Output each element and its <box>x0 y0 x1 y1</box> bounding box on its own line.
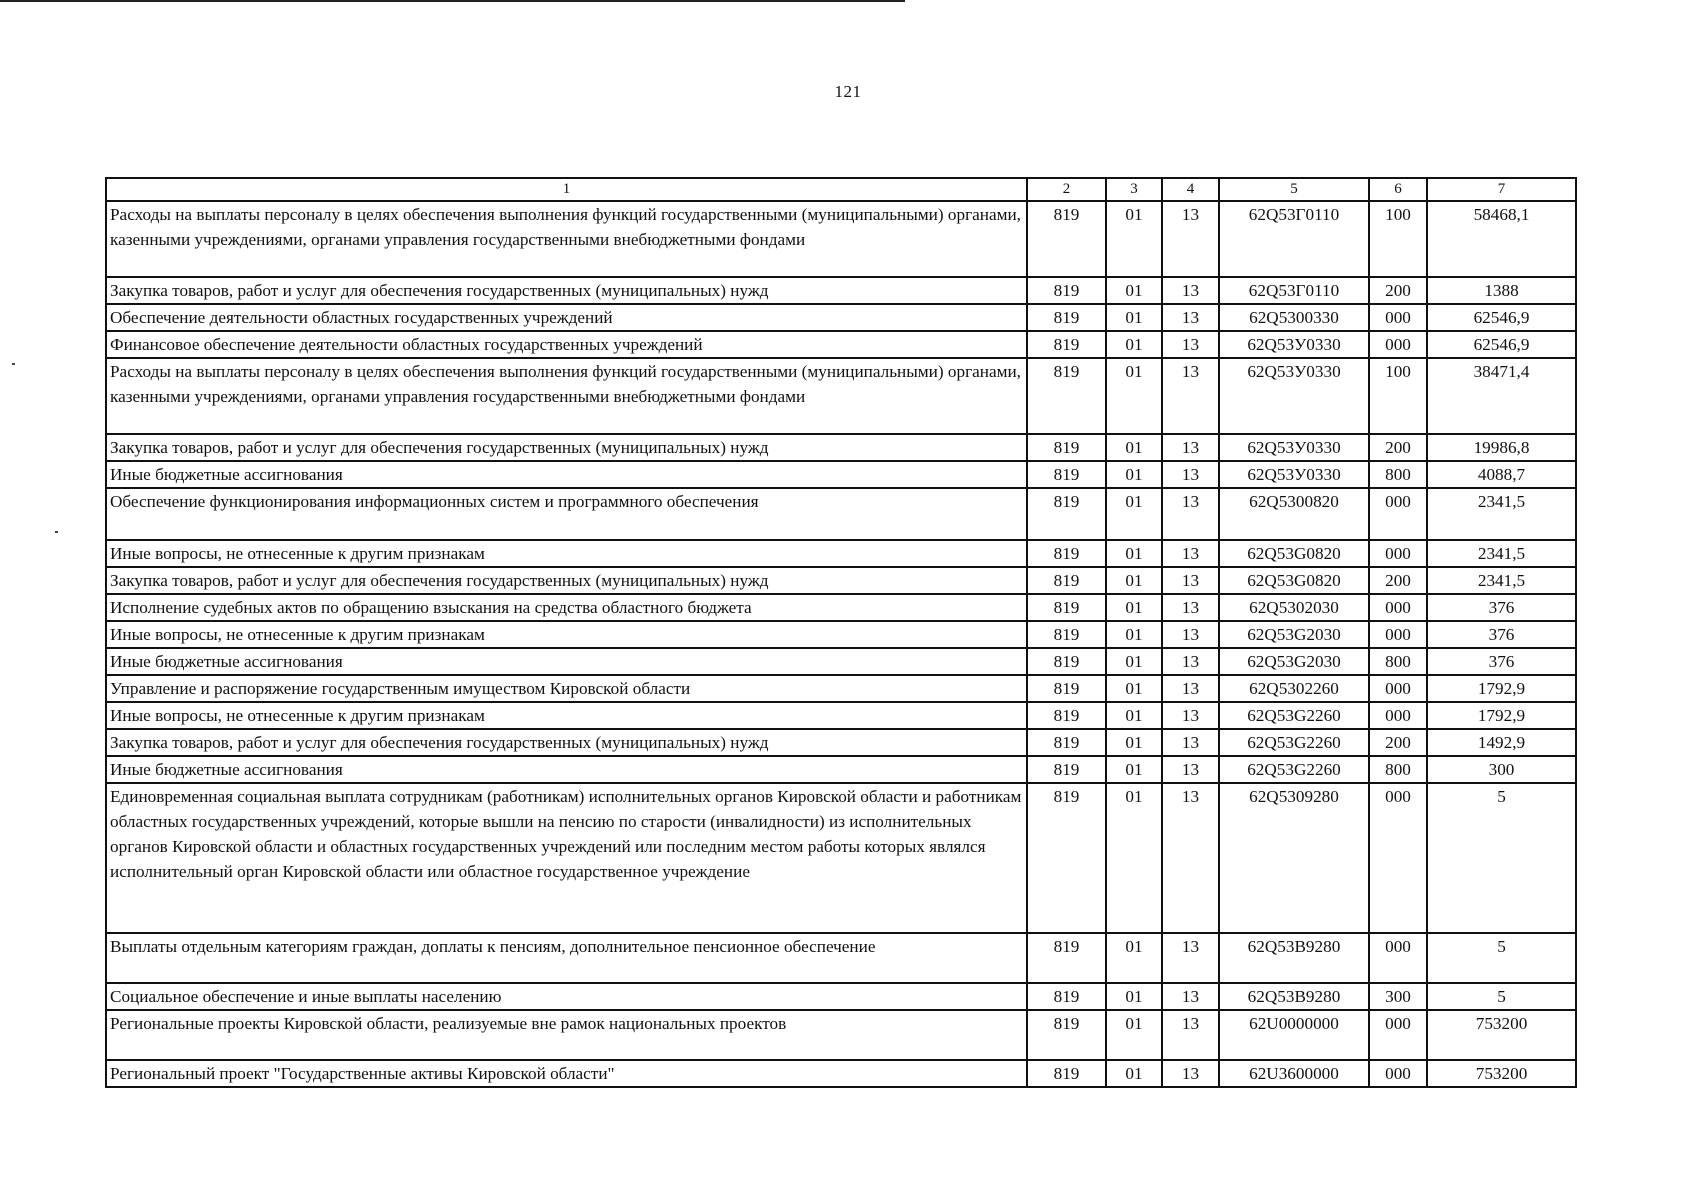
row-admin-code: 819 <box>1027 304 1106 331</box>
row-target-article-code: 62Q53У0330 <box>1219 434 1369 461</box>
row-admin-code: 819 <box>1027 933 1106 983</box>
row-expense-type-code: 000 <box>1369 702 1427 729</box>
row-section-code: 01 <box>1106 675 1162 702</box>
row-section-code: 01 <box>1106 331 1162 358</box>
row-description: Управление и распоряжение государственным имуществом Кировской области <box>106 675 1027 702</box>
row-description: Закупка товаров, работ и услуг для обеспечения государственных (муниципальных) нужд <box>106 567 1027 594</box>
row-description: Закупка товаров, работ и услуг для обеспечения государственных (муниципальных) нужд <box>106 434 1027 461</box>
row-subsection-code: 13 <box>1162 933 1219 983</box>
row-amount: 376 <box>1427 621 1576 648</box>
row-section-code: 01 <box>1106 1010 1162 1060</box>
row-amount: 38471,4 <box>1427 358 1576 434</box>
row-expense-type-code: 000 <box>1369 621 1427 648</box>
row-section-code: 01 <box>1106 358 1162 434</box>
row-section-code: 01 <box>1106 567 1162 594</box>
row-expense-type-code: 000 <box>1369 540 1427 567</box>
row-description: Иные бюджетные ассигнования <box>106 648 1027 675</box>
table-row <box>106 594 1576 621</box>
row-amount: 1792,9 <box>1427 675 1576 702</box>
row-target-article-code: 62Q53B9280 <box>1219 983 1369 1010</box>
row-description: Выплаты отдельным категориям граждан, доплаты к пенсиям, дополнительное пенсионное обеспечение <box>106 933 1027 983</box>
table-row <box>106 729 1576 756</box>
row-expense-type-code: 000 <box>1369 304 1427 331</box>
column-header: 1 <box>106 178 1027 201</box>
row-section-code: 01 <box>1106 983 1162 1010</box>
row-admin-code: 819 <box>1027 488 1106 540</box>
table-row <box>106 1010 1576 1060</box>
row-subsection-code: 13 <box>1162 702 1219 729</box>
row-subsection-code: 13 <box>1162 783 1219 933</box>
row-expense-type-code: 800 <box>1369 461 1427 488</box>
table-row <box>106 756 1576 783</box>
row-description: Закупка товаров, работ и услуг для обеспечения государственных (муниципальных) нужд <box>106 277 1027 304</box>
row-amount: 5 <box>1427 933 1576 983</box>
table-row <box>106 933 1576 983</box>
row-description: Иные бюджетные ассигнования <box>106 756 1027 783</box>
row-expense-type-code: 800 <box>1369 648 1427 675</box>
scan-speck <box>55 531 58 533</box>
row-admin-code: 819 <box>1027 783 1106 933</box>
row-amount: 58468,1 <box>1427 201 1576 277</box>
row-amount: 1492,9 <box>1427 729 1576 756</box>
column-header: 2 <box>1027 178 1106 201</box>
row-description: Иные вопросы, не отнесенные к другим признакам <box>106 621 1027 648</box>
row-section-code: 01 <box>1106 594 1162 621</box>
row-target-article-code: 62U0000000 <box>1219 1010 1369 1060</box>
row-expense-type-code: 200 <box>1369 434 1427 461</box>
row-section-code: 01 <box>1106 540 1162 567</box>
row-description: Иные бюджетные ассигнования <box>106 461 1027 488</box>
table-row <box>106 1060 1576 1087</box>
row-admin-code: 819 <box>1027 648 1106 675</box>
row-target-article-code: 62Q5300820 <box>1219 488 1369 540</box>
table-row <box>106 983 1576 1010</box>
row-section-code: 01 <box>1106 933 1162 983</box>
row-subsection-code: 13 <box>1162 675 1219 702</box>
row-expense-type-code: 200 <box>1369 729 1427 756</box>
table-row <box>106 621 1576 648</box>
table-row <box>106 675 1576 702</box>
row-subsection-code: 13 <box>1162 304 1219 331</box>
row-admin-code: 819 <box>1027 461 1106 488</box>
row-subsection-code: 13 <box>1162 621 1219 648</box>
column-header: 4 <box>1162 178 1219 201</box>
row-admin-code: 819 <box>1027 567 1106 594</box>
table-header-row <box>106 178 1576 201</box>
row-description: Единовременная социальная выплата сотрудникам (работникам) исполнительных органов Кировской области и работникам областных государственных учреждений, которые вышли на пенсию по старости (инвалидности) из исполнительных органов Кировской области и областных государственных учреждений или последним местом работы которых являлся исполнительный орган Кировской области или областное государственное учреждение <box>106 783 1027 933</box>
row-amount: 5 <box>1427 783 1576 933</box>
row-amount: 753200 <box>1427 1060 1576 1087</box>
row-subsection-code: 13 <box>1162 277 1219 304</box>
row-description: Расходы на выплаты персоналу в целях обеспечения выполнения функций государственными (муниципальными) органами, казенными учреждениями, органами управления государственными внебюджетными фондами <box>106 201 1027 277</box>
row-expense-type-code: 000 <box>1369 933 1427 983</box>
column-header: 6 <box>1369 178 1427 201</box>
column-header: 3 <box>1106 178 1162 201</box>
row-target-article-code: 62U3600000 <box>1219 1060 1369 1087</box>
row-section-code: 01 <box>1106 434 1162 461</box>
row-amount: 4088,7 <box>1427 461 1576 488</box>
row-admin-code: 819 <box>1027 594 1106 621</box>
table-row <box>106 304 1576 331</box>
row-target-article-code: 62Q53У0330 <box>1219 358 1369 434</box>
row-expense-type-code: 000 <box>1369 594 1427 621</box>
row-target-article-code: 62Q53У0330 <box>1219 331 1369 358</box>
row-target-article-code: 62Q53B9280 <box>1219 933 1369 983</box>
top-edge-rule <box>0 0 905 2</box>
row-amount: 5 <box>1427 983 1576 1010</box>
table-row <box>106 567 1576 594</box>
row-subsection-code: 13 <box>1162 1060 1219 1087</box>
row-admin-code: 819 <box>1027 540 1106 567</box>
row-admin-code: 819 <box>1027 331 1106 358</box>
row-description: Социальное обеспечение и иные выплаты населению <box>106 983 1027 1010</box>
row-subsection-code: 13 <box>1162 540 1219 567</box>
row-target-article-code: 62Q53G2260 <box>1219 756 1369 783</box>
row-admin-code: 819 <box>1027 358 1106 434</box>
table-row <box>106 540 1576 567</box>
page-number: 121 <box>834 82 862 101</box>
table-row <box>106 461 1576 488</box>
row-admin-code: 819 <box>1027 756 1106 783</box>
row-subsection-code: 13 <box>1162 648 1219 675</box>
row-amount: 2341,5 <box>1427 488 1576 540</box>
row-target-article-code: 62Q5302260 <box>1219 675 1369 702</box>
budget-table <box>105 177 1577 1088</box>
row-section-code: 01 <box>1106 201 1162 277</box>
row-target-article-code: 62Q53G2030 <box>1219 648 1369 675</box>
column-header: 5 <box>1219 178 1369 201</box>
row-admin-code: 819 <box>1027 983 1106 1010</box>
table-row <box>106 331 1576 358</box>
row-subsection-code: 13 <box>1162 1010 1219 1060</box>
row-description: Региональные проекты Кировской области, реализуемые вне рамок национальных проектов <box>106 1010 1027 1060</box>
row-expense-type-code: 000 <box>1369 675 1427 702</box>
row-section-code: 01 <box>1106 756 1162 783</box>
row-section-code: 01 <box>1106 729 1162 756</box>
row-admin-code: 819 <box>1027 277 1106 304</box>
row-description: Региональный проект "Государственные активы Кировской области" <box>106 1060 1027 1087</box>
table-row <box>106 358 1576 434</box>
row-admin-code: 819 <box>1027 1010 1106 1060</box>
row-target-article-code: 62Q53G2260 <box>1219 702 1369 729</box>
row-subsection-code: 13 <box>1162 567 1219 594</box>
table-row <box>106 434 1576 461</box>
row-target-article-code: 62Q5309280 <box>1219 783 1369 933</box>
row-target-article-code: 62Q53G2030 <box>1219 621 1369 648</box>
row-amount: 300 <box>1427 756 1576 783</box>
row-section-code: 01 <box>1106 702 1162 729</box>
row-subsection-code: 13 <box>1162 331 1219 358</box>
row-admin-code: 819 <box>1027 675 1106 702</box>
row-target-article-code: 62Q53G2260 <box>1219 729 1369 756</box>
row-expense-type-code: 000 <box>1369 488 1427 540</box>
row-description: Финансовое обеспечение деятельности областных государственных учреждений <box>106 331 1027 358</box>
row-amount: 19986,8 <box>1427 434 1576 461</box>
row-expense-type-code: 200 <box>1369 567 1427 594</box>
row-expense-type-code: 100 <box>1369 358 1427 434</box>
row-section-code: 01 <box>1106 277 1162 304</box>
row-expense-type-code: 200 <box>1369 277 1427 304</box>
row-expense-type-code: 000 <box>1369 1060 1427 1087</box>
row-admin-code: 819 <box>1027 621 1106 648</box>
table-row <box>106 488 1576 540</box>
row-amount: 1388 <box>1427 277 1576 304</box>
row-description: Расходы на выплаты персоналу в целях обеспечения выполнения функций государственными (муниципальными) органами, казенными учреждениями, органами управления государственными внебюджетными фондами <box>106 358 1027 434</box>
row-expense-type-code: 000 <box>1369 783 1427 933</box>
row-admin-code: 819 <box>1027 434 1106 461</box>
row-subsection-code: 13 <box>1162 488 1219 540</box>
row-subsection-code: 13 <box>1162 729 1219 756</box>
row-description: Иные вопросы, не отнесенные к другим признакам <box>106 702 1027 729</box>
row-amount: 2341,5 <box>1427 567 1576 594</box>
row-target-article-code: 62Q53У0330 <box>1219 461 1369 488</box>
row-expense-type-code: 100 <box>1369 201 1427 277</box>
row-admin-code: 819 <box>1027 702 1106 729</box>
row-amount: 62546,9 <box>1427 331 1576 358</box>
row-amount: 753200 <box>1427 1010 1576 1060</box>
row-admin-code: 819 <box>1027 1060 1106 1087</box>
row-section-code: 01 <box>1106 783 1162 933</box>
row-expense-type-code: 800 <box>1369 756 1427 783</box>
row-subsection-code: 13 <box>1162 756 1219 783</box>
row-expense-type-code: 000 <box>1369 1010 1427 1060</box>
table-row <box>106 277 1576 304</box>
row-description: Исполнение судебных актов по обращению взыскания на средства областного бюджета <box>106 594 1027 621</box>
row-section-code: 01 <box>1106 461 1162 488</box>
column-header: 7 <box>1427 178 1576 201</box>
row-target-article-code: 62Q53Г0110 <box>1219 277 1369 304</box>
row-expense-type-code: 000 <box>1369 331 1427 358</box>
row-amount: 376 <box>1427 594 1576 621</box>
row-amount: 62546,9 <box>1427 304 1576 331</box>
row-admin-code: 819 <box>1027 729 1106 756</box>
row-subsection-code: 13 <box>1162 461 1219 488</box>
scan-speck <box>12 363 15 365</box>
table-row <box>106 702 1576 729</box>
row-target-article-code: 62Q53Г0110 <box>1219 201 1369 277</box>
row-amount: 2341,5 <box>1427 540 1576 567</box>
row-target-article-code: 62Q5300330 <box>1219 304 1369 331</box>
row-subsection-code: 13 <box>1162 358 1219 434</box>
row-admin-code: 819 <box>1027 201 1106 277</box>
row-amount: 1792,9 <box>1427 702 1576 729</box>
row-section-code: 01 <box>1106 648 1162 675</box>
row-section-code: 01 <box>1106 621 1162 648</box>
row-subsection-code: 13 <box>1162 983 1219 1010</box>
row-description: Закупка товаров, работ и услуг для обеспечения государственных (муниципальных) нужд <box>106 729 1027 756</box>
row-description: Обеспечение функционирования информационных систем и программного обеспечения <box>106 488 1027 540</box>
row-amount: 376 <box>1427 648 1576 675</box>
row-section-code: 01 <box>1106 1060 1162 1087</box>
row-subsection-code: 13 <box>1162 201 1219 277</box>
table-row <box>106 783 1576 933</box>
table-row <box>106 201 1576 277</box>
row-target-article-code: 62Q53G0820 <box>1219 567 1369 594</box>
row-section-code: 01 <box>1106 304 1162 331</box>
table-row <box>106 648 1576 675</box>
row-section-code: 01 <box>1106 488 1162 540</box>
row-target-article-code: 62Q53G0820 <box>1219 540 1369 567</box>
row-subsection-code: 13 <box>1162 434 1219 461</box>
row-subsection-code: 13 <box>1162 594 1219 621</box>
row-description: Обеспечение деятельности областных государственных учреждений <box>106 304 1027 331</box>
row-expense-type-code: 300 <box>1369 983 1427 1010</box>
row-target-article-code: 62Q5302030 <box>1219 594 1369 621</box>
row-description: Иные вопросы, не отнесенные к другим признакам <box>106 540 1027 567</box>
